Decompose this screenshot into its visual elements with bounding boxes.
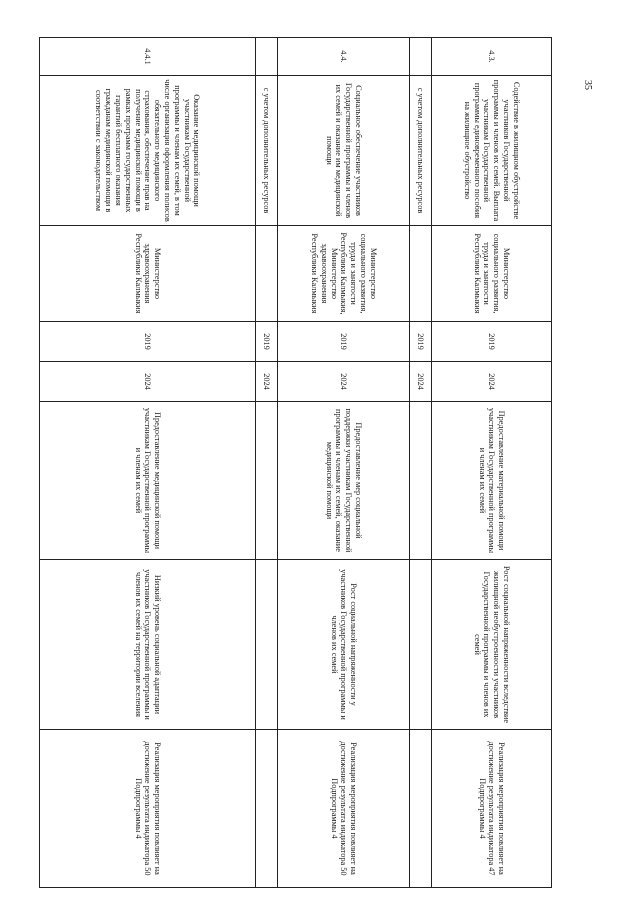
table-row [40, 38, 256, 888]
expected-result [410, 402, 432, 560]
executor [410, 226, 432, 322]
row-number [256, 38, 278, 76]
indicator-link: Реализация мероприятия повлияет на достижение результата индикатора 50 Подпрограммы 4 [278, 730, 410, 888]
measure-name: Содействие в жилищном обустройстве участников Государственной программы и членов их семей. Выплата участникам Государственной программы единовременного пособия на жилищное обустройство [432, 76, 552, 226]
rotated-table-container [40, 37, 552, 887]
start-year: 2019 [40, 322, 256, 362]
end-year: 2024 [278, 362, 410, 402]
start-year: 2019 [432, 322, 552, 362]
start-year: 2019 [256, 322, 278, 362]
executor: Министерство здравоохранения Республики Калмыкия [40, 226, 256, 322]
executor: Министерство социального развития, труда и занятости Республики Калмыкия, Министерство здравоохранения Республики Калмыкия [278, 226, 410, 322]
row-number: 4.4.1 [40, 38, 256, 76]
consequence: Рост социальной напряженности у участников Государственной программы и членов их семей [278, 560, 410, 730]
table-row [256, 38, 278, 888]
end-year: 2024 [40, 362, 256, 402]
consequence: Рост социальной напряженности вследствие жилищной необустроенности участников Государственной программы и членов их семей [432, 560, 552, 730]
end-year: 2024 [256, 362, 278, 402]
measure-name: с учетом дополнительных ресурсов [256, 76, 278, 226]
consequence: Низкий уровень социальной адаптации участников Государственной программы и членов их семей на территории вселения [40, 560, 256, 730]
expected-result [256, 402, 278, 560]
end-year: 2024 [410, 362, 432, 402]
table-row [278, 38, 410, 888]
row-number: 4.3. [432, 38, 552, 76]
consequence [256, 560, 278, 730]
expected-result: Предоставление медицинской помощи участникам Государственной программы и членам их семей [40, 402, 256, 560]
expected-result: Предоставление мер социальной поддержки участникам Государственной программы и членам их семей, оказание медицинской помощи [278, 402, 410, 560]
table-row [432, 38, 552, 888]
row-number: 4.4. [278, 38, 410, 76]
indicator-link [410, 730, 432, 888]
measure-name: Оказание медицинской помощи участникам Государственной программы и членам их семей, в том числе организация оформления полисов обязательного медицинского страхования, обеспечение прав на получение медицинской помощи в рамках программ государственных гарантий бесплатного оказания гражданам медицинской помощи в соответствии с законодательством [40, 76, 256, 226]
row-number [410, 38, 432, 76]
page-number: 35 [582, 80, 593, 90]
start-year: 2019 [278, 322, 410, 362]
executor [256, 226, 278, 322]
executor: Министерство социального развития, труда и занятости Республики Калмыкия [432, 226, 552, 322]
expected-result: Предоставление материальной помощи участникам Государственной программы и членам их семей [432, 402, 552, 560]
table-row [410, 38, 432, 888]
end-year: 2024 [432, 362, 552, 402]
start-year: 2019 [410, 322, 432, 362]
measures-table [39, 37, 552, 888]
indicator-link [256, 730, 278, 888]
consequence [410, 560, 432, 730]
measure-name: с учетом дополнительных ресурсов [410, 76, 432, 226]
indicator-link: Реализация мероприятия повлияет на достижение результата индикатора 50 Подпрограммы 4 [40, 730, 256, 888]
measure-name: Социальное обеспечение участников Государственной программы и членов их семей и оказание им медицинской помощи [278, 76, 410, 226]
indicator-link: Реализация мероприятия повлияет на достижение результата индикатора 47 Подпрограммы 4 [432, 730, 552, 888]
